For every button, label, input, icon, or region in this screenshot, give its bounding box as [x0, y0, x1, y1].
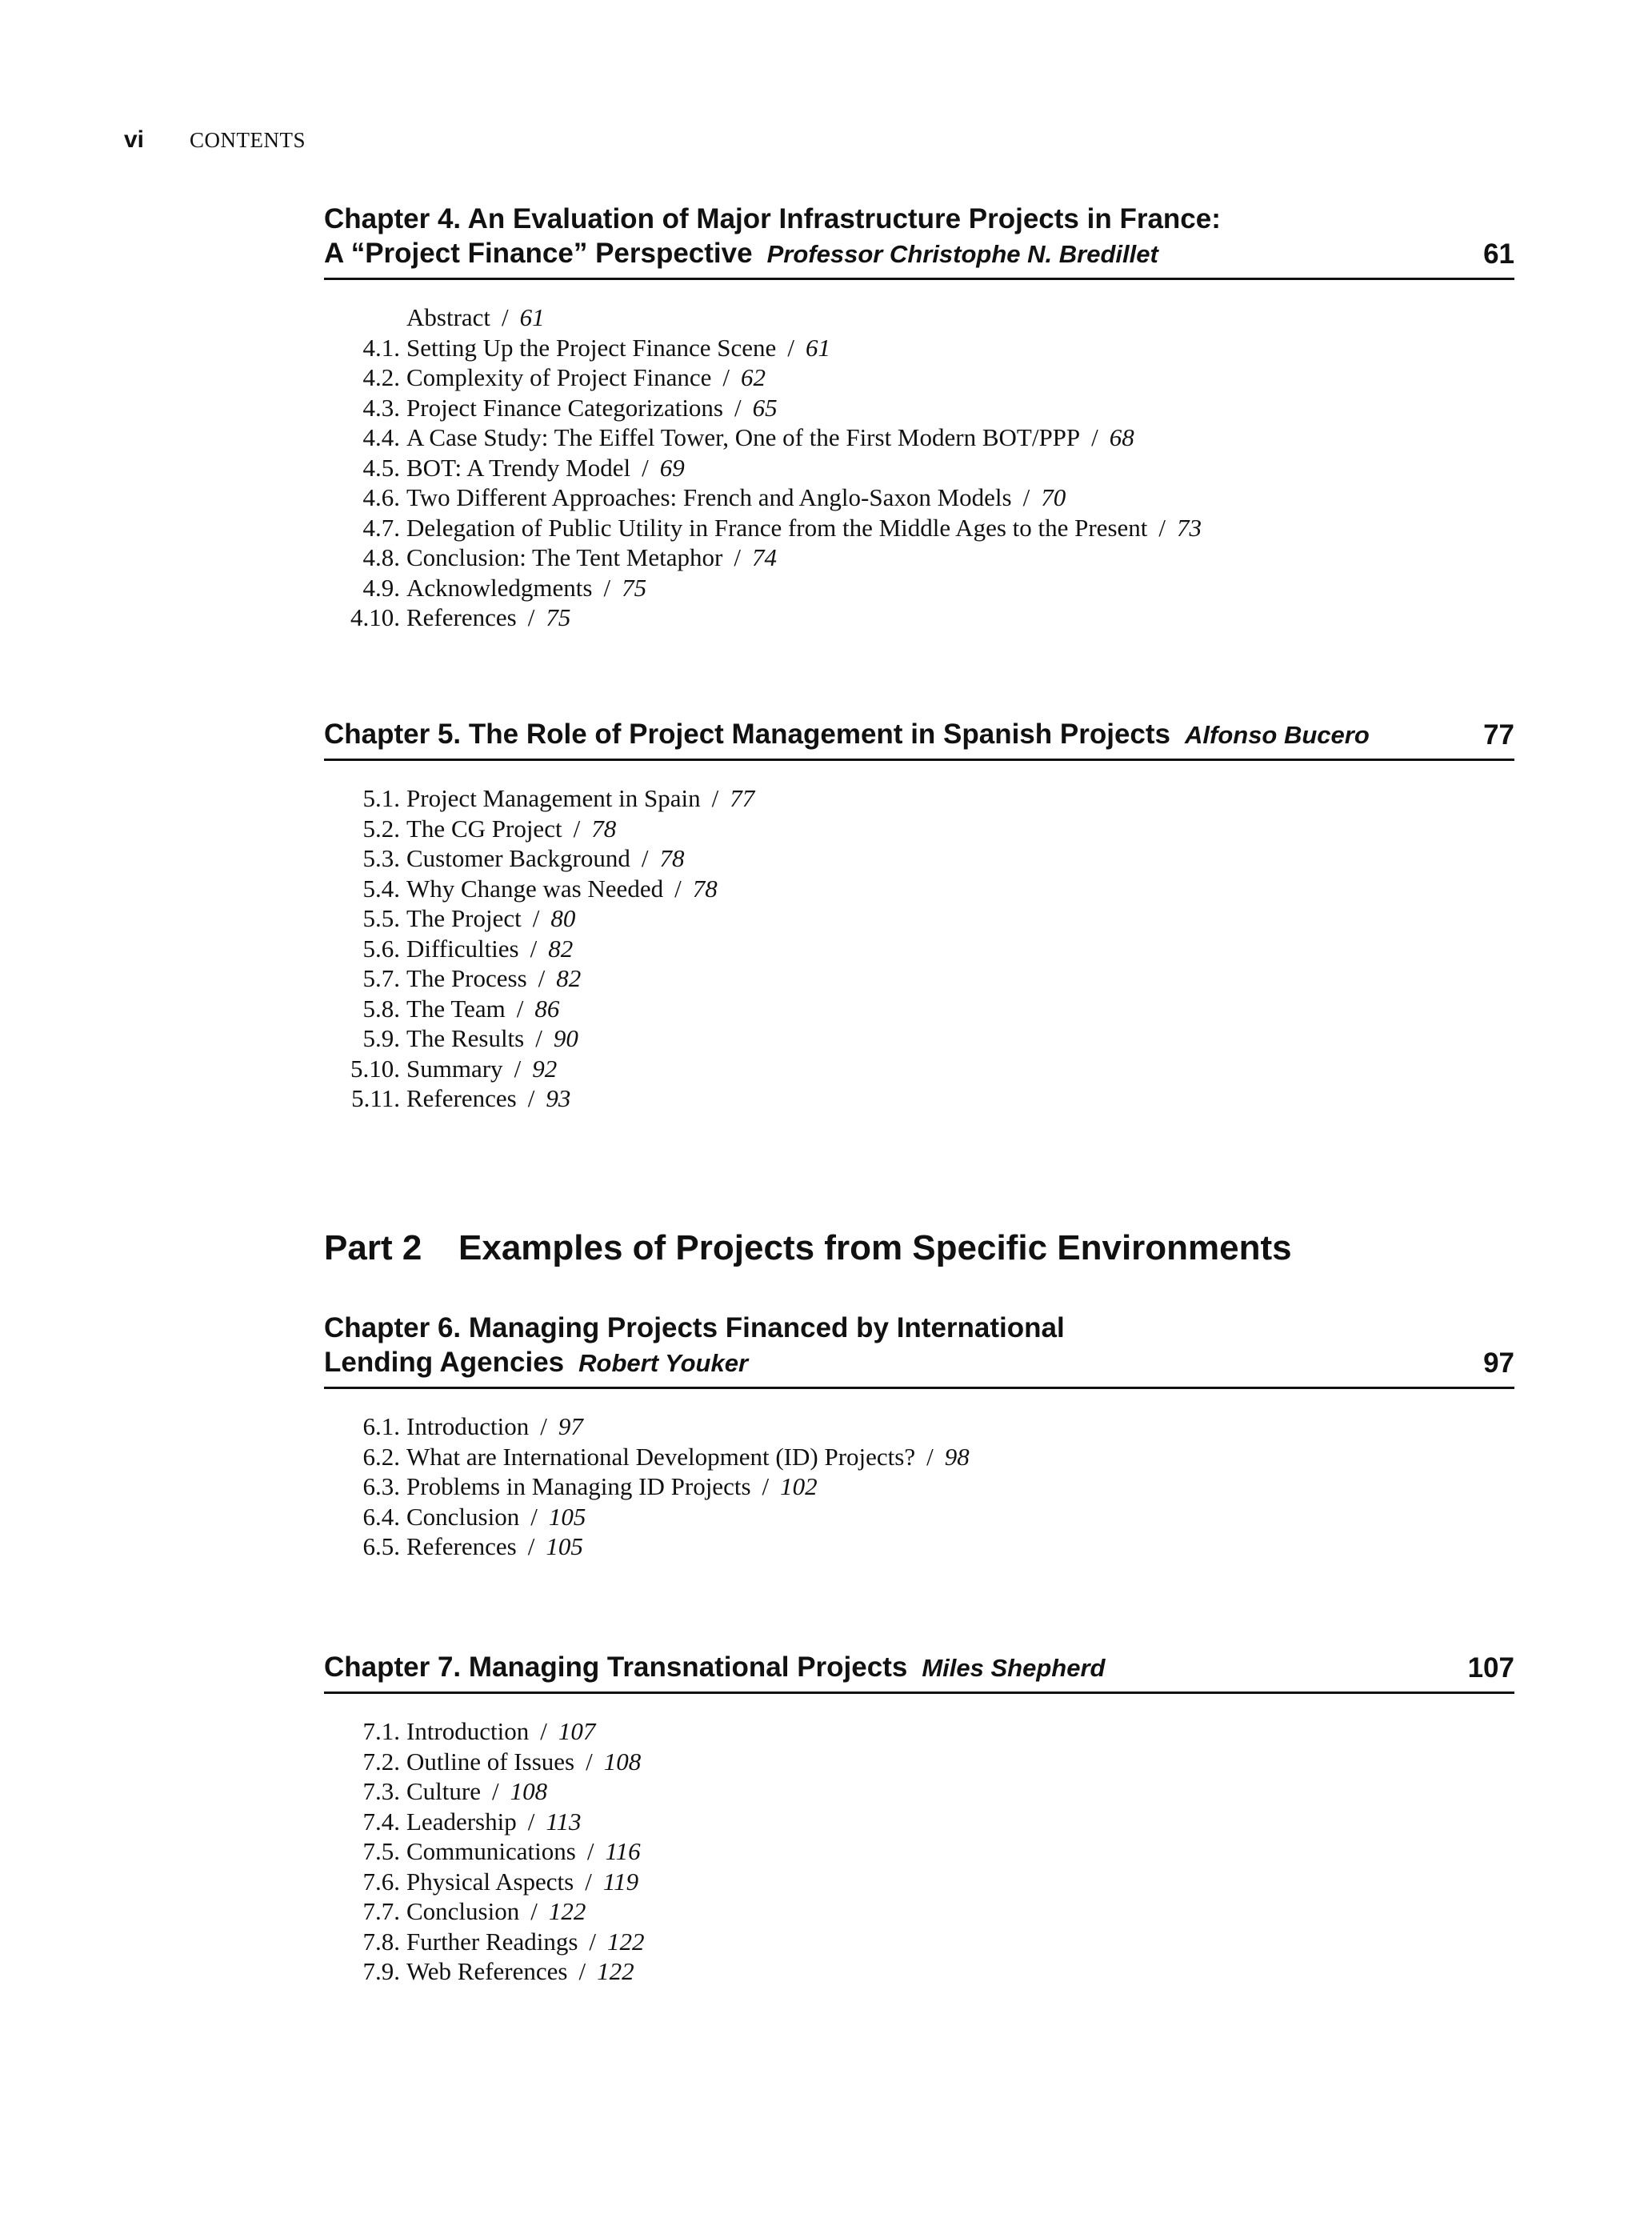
section-list	[350, 302, 1514, 633]
chapter-heading	[324, 202, 1514, 280]
chapter-7	[324, 1650, 1514, 1987]
chapter-title-line-2: Lending Agencies	[324, 1347, 565, 1378]
chapter-6	[324, 1311, 1514, 1562]
chapter-author: Robert Youker	[578, 1349, 749, 1377]
chapter-author: Professor Christophe N. Bredillet	[766, 240, 1158, 268]
chapter-title-line-1: Chapter 4. An Evaluation of Major Infrastructure Projects in France:	[324, 203, 1221, 234]
chapter-author: Alfonso Bucero	[1185, 721, 1370, 749]
section-list	[362, 1411, 1514, 1562]
list-item[interactable]: 4.2. Complexity of Project Finance / 62	[362, 363, 766, 391]
list-item[interactable]: 7.3. Culture / 108	[362, 1777, 548, 1805]
chapter-title-line-1: Chapter 5. The Role of Project Management in Spanish Projects	[324, 719, 1170, 750]
list-item[interactable]: 5.3. Customer Background / 78	[362, 844, 685, 872]
running-title: CONTENTS	[190, 128, 306, 152]
list-item[interactable]: 7.9. Web References / 122	[362, 1957, 634, 1985]
list-item[interactable]: 7.4. Leadership / 113	[362, 1807, 582, 1836]
list-item[interactable]: 5.2. The CG Project / 78	[362, 814, 617, 843]
list-item[interactable]: 5.1. Project Management in Spain / 77	[362, 784, 755, 812]
list-item[interactable]: 4.5. BOT: A Trendy Model / 69	[362, 453, 685, 482]
section-list	[350, 783, 1514, 1114]
list-item[interactable]: 4.8. Conclusion: The Tent Metaphor / 74	[362, 543, 777, 571]
chapter-author: Miles Shepherd	[922, 1654, 1106, 1682]
list-item[interactable]: 5.6. Difficulties / 82	[362, 934, 574, 963]
list-item[interactable]: 4.6. Two Different Approaches: French and Anglo-Saxon Models / 70	[362, 483, 1066, 511]
part-title: Examples of Projects from Specific Environments	[458, 1228, 1292, 1267]
list-item[interactable]: 5.5. The Project / 80	[362, 904, 576, 932]
chapter-page: 61	[1483, 238, 1514, 270]
list-item[interactable]: 7.8. Further Readings / 122	[362, 1927, 645, 1956]
chapter-4	[324, 202, 1514, 633]
list-item[interactable]: 5.7. The Process / 82	[362, 964, 582, 992]
chapter-heading	[324, 1650, 1514, 1694]
list-item[interactable]: 5.11. References / 93	[351, 1084, 571, 1112]
list-item[interactable]: 6.4. Conclusion / 105	[362, 1502, 586, 1531]
list-item[interactable]: 5.4. Why Change was Needed / 78	[362, 874, 718, 903]
list-item[interactable]: 4.4. A Case Study: The Eiffel Tower, One of the First Modern BOT/PPP / 68	[362, 423, 1134, 451]
chapter-title-line-1: Chapter 7. Managing Transnational Projects	[324, 1651, 908, 1683]
part-heading	[324, 1228, 1292, 1268]
part-label: Part 2	[324, 1228, 422, 1267]
list-item[interactable]: 7.7. Conclusion / 122	[362, 1897, 586, 1925]
list-item[interactable]: 4.9. Acknowledgments / 75	[362, 573, 647, 602]
list-item[interactable]: 5.10. Summary / 92	[350, 1054, 558, 1083]
list-item[interactable]: 7.5. Communications / 116	[362, 1837, 641, 1865]
list-item[interactable]: 4.1. Setting Up the Project Finance Scene / 61	[362, 333, 830, 362]
list-item[interactable]: Abstract / 61	[406, 303, 545, 331]
list-item[interactable]: 4.3. Project Finance Categorizations / 65	[362, 393, 778, 422]
list-item[interactable]: 7.6. Physical Aspects / 119	[362, 1867, 639, 1896]
chapter-title-line-1: Chapter 6. Managing Projects Financed by International	[324, 1312, 1065, 1343]
list-item[interactable]: 7.1. Introduction / 107	[362, 1717, 596, 1745]
list-item[interactable]: 5.8. The Team / 86	[362, 994, 560, 1023]
running-header	[124, 126, 306, 154]
list-item[interactable]: 6.1. Introduction / 97	[362, 1412, 583, 1440]
list-item[interactable]: 7.2. Outline of Issues / 108	[362, 1747, 642, 1776]
list-item[interactable]: 4.7. Delegation of Public Utility in France from the Middle Ages to the Present / 73	[362, 513, 1202, 542]
chapter-page: 77	[1483, 719, 1514, 751]
list-item[interactable]: 6.2. What are International Development (ID) Projects? / 98	[362, 1442, 970, 1471]
chapter-page: 107	[1467, 1652, 1514, 1684]
chapter-5	[324, 717, 1514, 1114]
chapter-heading	[324, 717, 1514, 761]
page-number: vi	[124, 126, 145, 153]
section-list	[362, 1716, 1514, 1987]
list-item[interactable]: 4.10. References / 75	[350, 603, 571, 631]
chapter-title-line-2: A “Project Finance” Perspective	[324, 238, 753, 269]
chapter-heading	[324, 1311, 1514, 1389]
list-item[interactable]: 6.3. Problems in Managing ID Projects / 102	[362, 1472, 818, 1500]
chapter-page: 97	[1483, 1347, 1514, 1379]
list-item[interactable]: 6.5. References / 105	[362, 1532, 583, 1560]
list-item[interactable]: 5.9. The Results / 90	[362, 1024, 578, 1052]
